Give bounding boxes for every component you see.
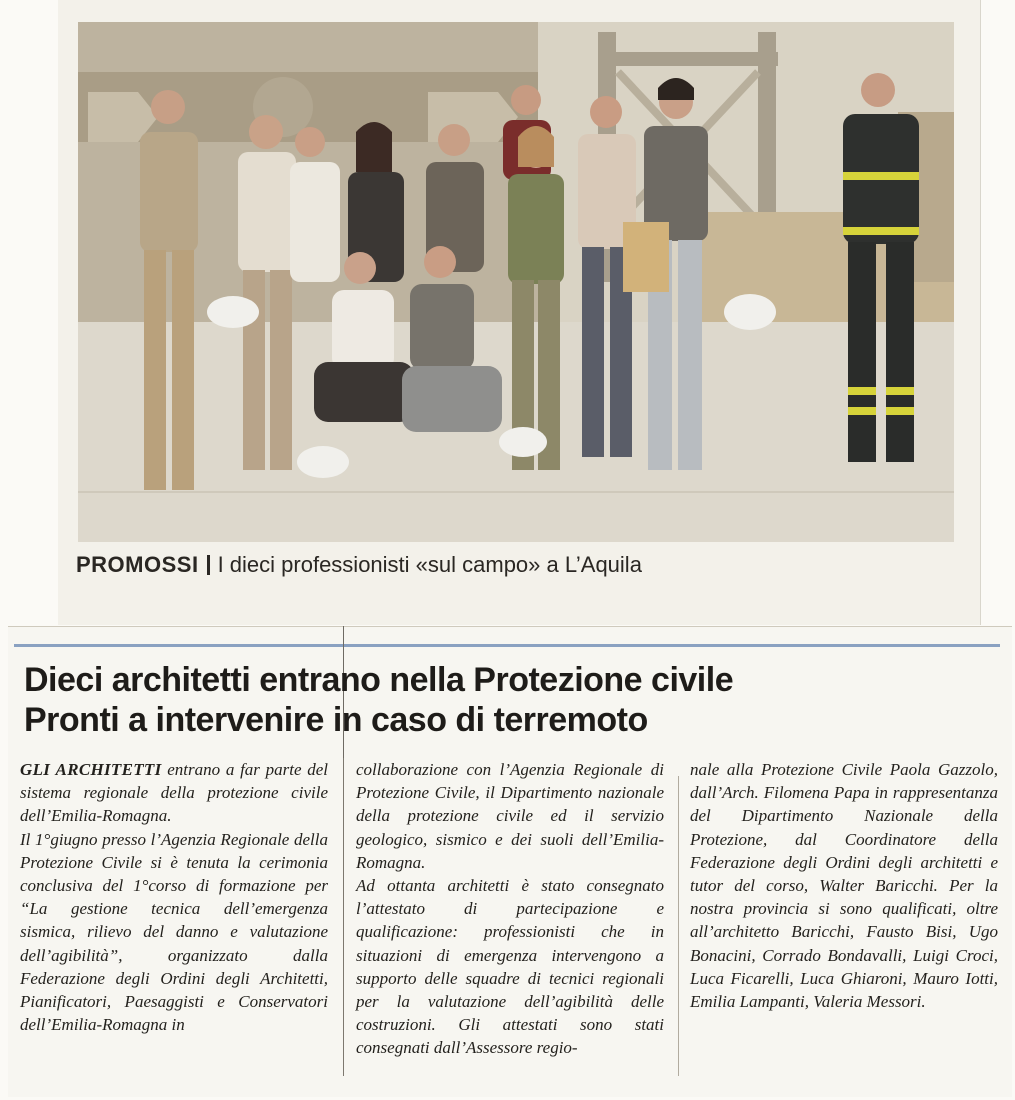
article-column-1 [20,758,328,1036]
paragraph: nale alla Protezione Civile Paola Gazzolo, dall’Arch. Filomena Papa in rappresentanza del Dipartimento Nazionale della Protezione, dal Coordinatore della Federazione degli Ordini degli architetti e tutor del corso, Walter Baricchi. Per la nostra provincia si sono qualificati, oltre all’architetto Baricchi, Fausto Bisi, Ugo Bonacini, Corrado Bondavalli, Luigi Croci, Luca Ficarelli, Luca Ghiaroni, Mauro Iotti, Emilia Lampanti, Valeria Messori. [690,760,998,1012]
caption-kicker: PROMOSSI [76,552,199,577]
lead-rest: entrano a far parte del sistema regionale della protezione civile dell’Emilia-Romagna. [20,760,328,826]
article-column-3 [690,758,998,1013]
caption-text: I dieci professionisti «sul campo» a L’Aquila [217,552,642,577]
lead-in: GLI ARCHITETTI [20,760,162,779]
paragraph [20,758,328,828]
article-column-2 [356,758,664,1060]
column-divider [678,776,679,1076]
group-photo [78,22,954,542]
headline [24,660,984,740]
headline-line-1: Dieci architetti entrano nella Protezione civile [24,661,734,699]
headline-rule [14,644,1000,647]
caption-separator [207,555,210,575]
column-divider [343,758,344,1076]
headline-line-2: Pronti a intervenire in caso di terremoto [24,701,648,739]
photo-caption [76,548,956,582]
paragraph: Ad ottanta architetti è stato consegnato l’attestato di partecipazione e qualificazione: professionisti che in situazioni di emergenza intervengono a supporto delle squadre di tecnici regionali per la valutazione dell’agibilità delle costruzioni. Gli attestati sono stati consegnati dall’Assessore regio- [356,876,664,1058]
paragraph: Il 1°giugno presso l’Agenzia Regionale della Protezione Civile si è tenuta la cerimonia conclusiva del 1°corso di formazione per “La gestione tecnica dell’emergenza sismica, rilievo del danno e valutazione dell’agibilità”, organizzato dalla Federazione degli Ordini degli Architetti, Pianificatori, Paesaggisti e Conservatori dell’Emilia-Romagna in [20,829,328,1035]
paragraph: collaborazione con l’Agenzia Regionale di Protezione Civile, il Dipartimento nazionale della protezione civile ed il servizio geologico, sismico e dei suoli dell’Emilia-Romagna. [356,760,664,872]
